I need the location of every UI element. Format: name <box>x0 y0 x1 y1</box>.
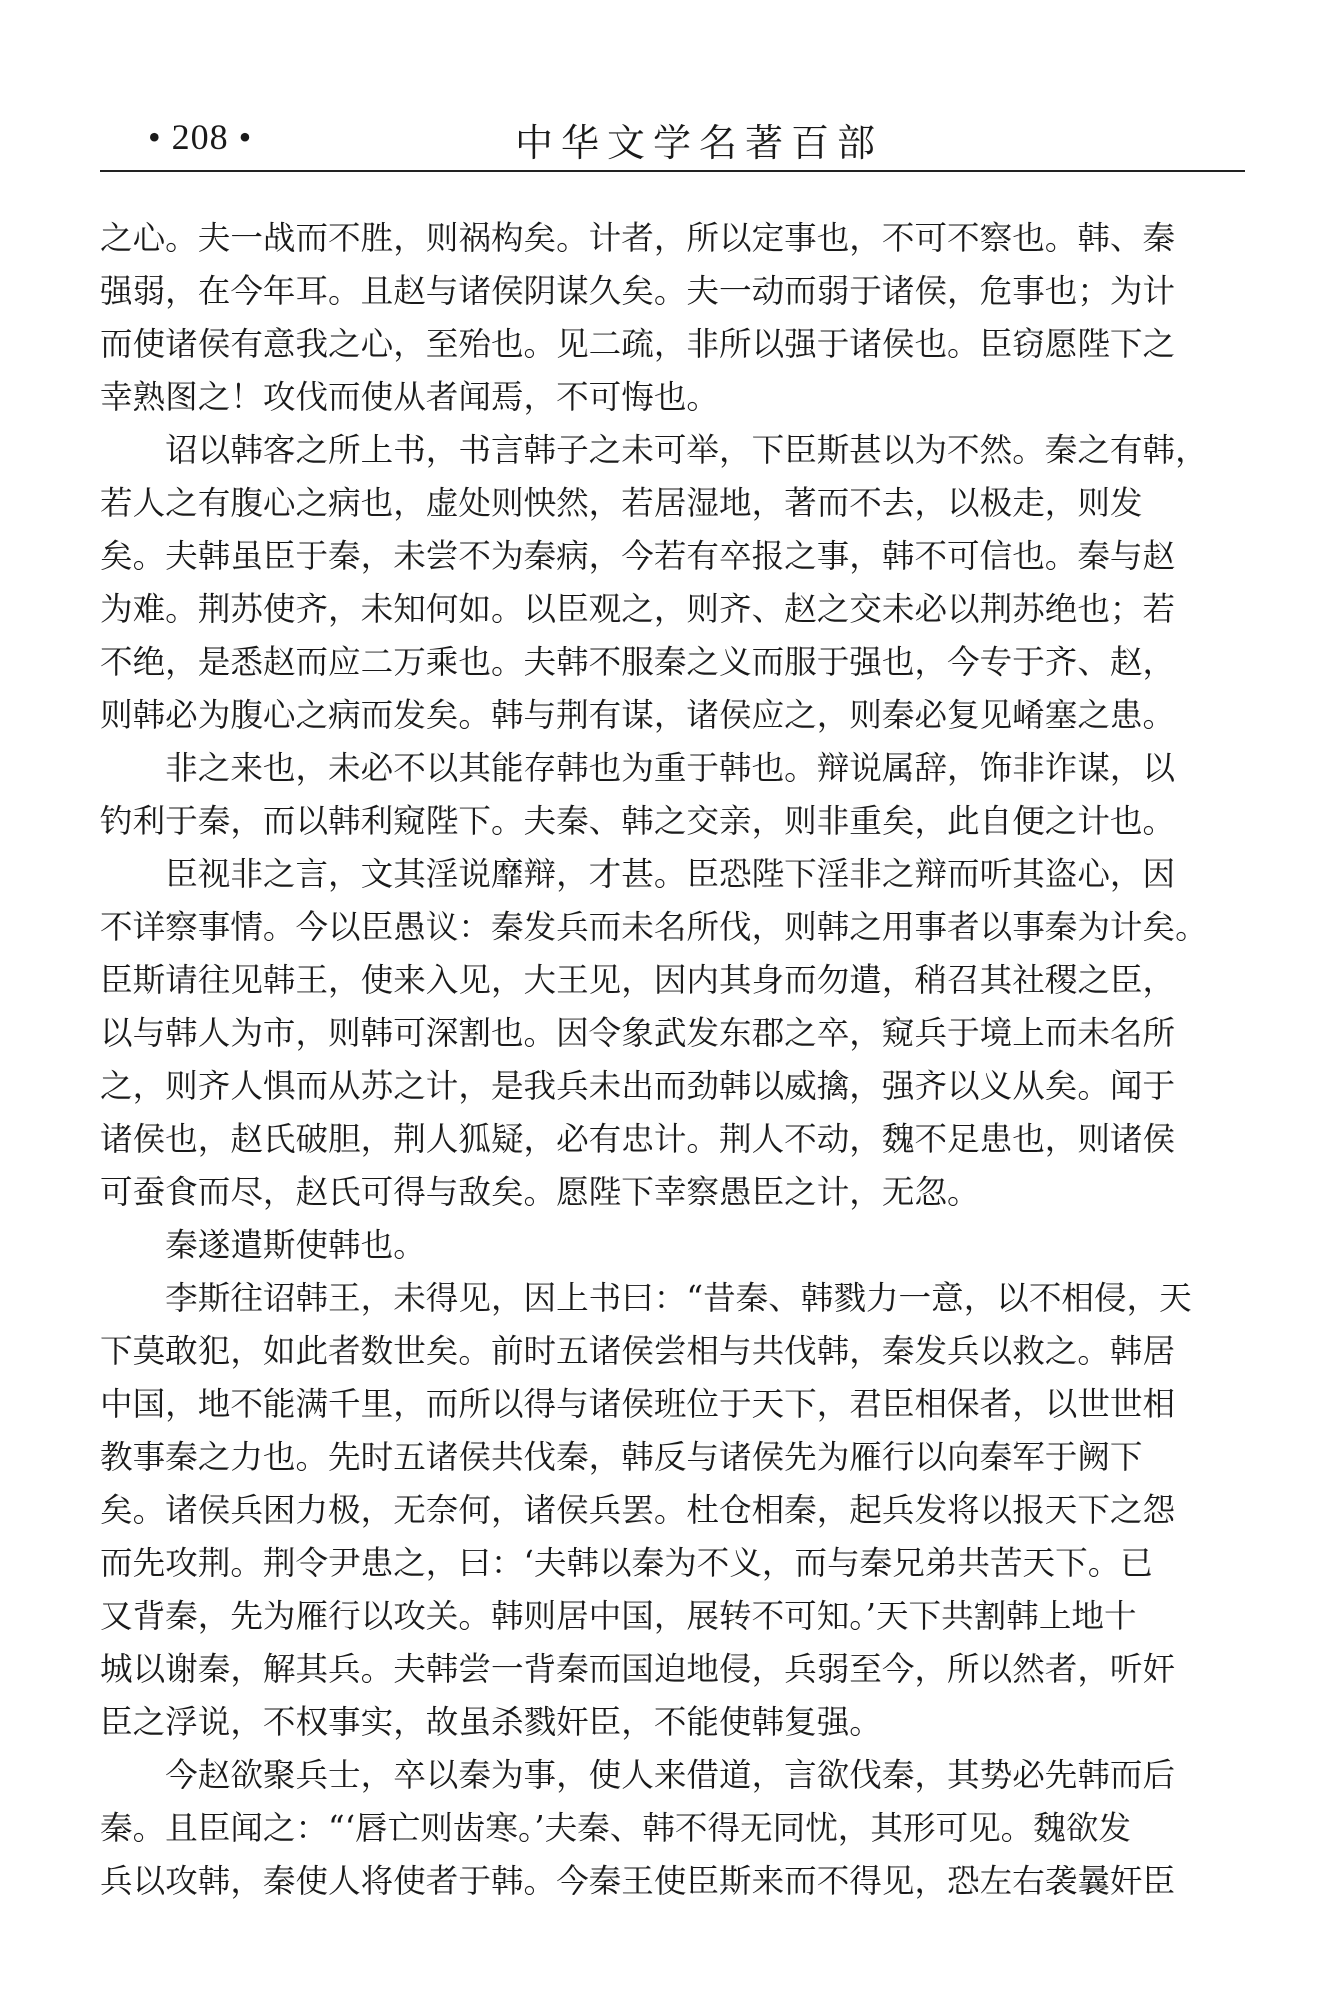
header-rule <box>100 170 1245 172</box>
text-line: 非之来也，未必不以其能存韩也为重于韩也。辩说属辞，饰非诈谋，以 <box>100 749 1176 787</box>
text-line: 下莫敢犯，如此者数世矣。前时五诸侯尝相与共伐韩，秦发兵以救之。韩居 <box>100 1332 1176 1370</box>
text-line: 兵以攻韩，秦使人将使者于韩。今秦王使臣斯来而不得见，恐左右袭曩奸臣 <box>100 1862 1176 1900</box>
text-line: 又背秦，先为雁行以攻关。韩则居中国，展转不可知。’天下共割韩上地十 <box>100 1597 1137 1635</box>
text-line: 以与韩人为市，则韩可深割也。因令象武发东郡之卒，窥兵于境上而未名所 <box>100 1014 1176 1052</box>
text-line: 不详察事情。今以臣愚议：秦发兵而未名所伐，则韩之用事者以事秦为计矣。 <box>100 908 1208 946</box>
text-line: 为难。荆苏使齐，未知何如。以臣观之，则齐、赵之交未必以荆苏绝也；若 <box>100 590 1176 628</box>
text-line: 矣。诸侯兵困力极，无奈何，诸侯兵罢。杜仓相秦，起兵发将以报天下之怨 <box>100 1491 1176 1529</box>
text-line: 不绝，是悉赵而应二万乘也。夫韩不服秦之义而服于强也，今专于齐、赵， <box>100 643 1176 681</box>
page-number: • 208 • <box>148 117 253 157</box>
text-line: 而使诸侯有意我之心，至殆也。见二疏，非所以强于诸侯也。臣窃愿陛下之 <box>100 325 1176 363</box>
text-line: 之，则齐人惧而从苏之计，是我兵未出而劲韩以威擒，强齐以义从矣。闻于 <box>100 1067 1176 1105</box>
text-line: 臣视非之言，文其淫说靡辩，才甚。臣恐陛下淫非之辩而听其盗心，因 <box>100 855 1176 893</box>
text-line: 幸熟图之！攻伐而使从者闻焉，不可悔也。 <box>100 378 719 416</box>
text-line: 今赵欲聚兵士，卒以秦为事，使人来借道，言欲伐秦，其势必先韩而后 <box>100 1756 1176 1794</box>
text-line: 强弱，在今年耳。且赵与诸侯阴谋久矣。夫一动而弱于诸侯，危事也；为计 <box>100 272 1176 310</box>
text-line: 城以谢秦，解其兵。夫韩尝一背秦而国迫地侵，兵弱至今，所以然者，听奸 <box>100 1650 1176 1688</box>
text-line: 矣。夫韩虽臣于秦，未尝不为秦病，今若有卒报之事，韩不可信也。秦与赵 <box>100 537 1176 575</box>
text-line: 秦。且臣闻之：“‘唇亡则齿寒。’夫秦、韩不得无同忧，其形可见。魏欲发 <box>100 1809 1131 1847</box>
text-line: 可蚕食而尽，赵氏可得与敌矣。愿陛下幸察愚臣之计，无忽。 <box>100 1173 980 1211</box>
page-header <box>100 108 1245 170</box>
text-line: 秦遂遣斯使韩也。 <box>100 1226 426 1264</box>
text-line: 诸侯也，赵氏破胆，荆人狐疑，必有忠计。荆人不动，魏不足患也，则诸侯 <box>100 1120 1176 1158</box>
text-line: 中国，地不能满千里，而所以得与诸侯班位于天下，君臣相保者，以世世相 <box>100 1385 1176 1423</box>
text-line: 臣之浮说，不权事实，故虽杀戮奸臣，不能使韩复强。 <box>100 1703 882 1741</box>
text-line: 诏以韩客之所上书，书言韩子之未可举，下臣斯甚以为不然。秦之有韩， <box>100 431 1208 469</box>
book-title: 中华文学名著百部 <box>515 121 884 165</box>
text-body <box>100 212 1245 1908</box>
text-line: 李斯往诏韩王，未得见，因上书曰：“昔秦、韩戮力一意，以不相侵，天 <box>100 1279 1192 1317</box>
text-line: 钓利于秦，而以韩利窥陛下。夫秦、韩之交亲，则非重矣，此自便之计也。 <box>100 802 1176 840</box>
text-line: 教事秦之力也。先时五诸侯共伐秦，韩反与诸侯先为雁行以向秦军于阙下 <box>100 1438 1143 1476</box>
text-line: 而先攻荆。荆令尹患之，曰：‘夫韩以秦为不义，而与秦兄弟共苦天下。已 <box>100 1544 1153 1582</box>
text-line: 之心。夫一战而不胜，则祸构矣。计者，所以定事也，不可不察也。韩、秦 <box>100 219 1176 257</box>
text-line: 臣斯请往见韩王，使来入见，大王见，因内其身而勿遣，稍召其社稷之臣， <box>100 961 1176 999</box>
text-line: 则韩必为腹心之病而发矣。韩与荆有谋，诸侯应之，则秦必复见崤塞之患。 <box>100 696 1176 734</box>
text-line: 若人之有腹心之病也，虚处则怏然，若居湿地，著而不去，以极走，则发 <box>100 484 1143 522</box>
